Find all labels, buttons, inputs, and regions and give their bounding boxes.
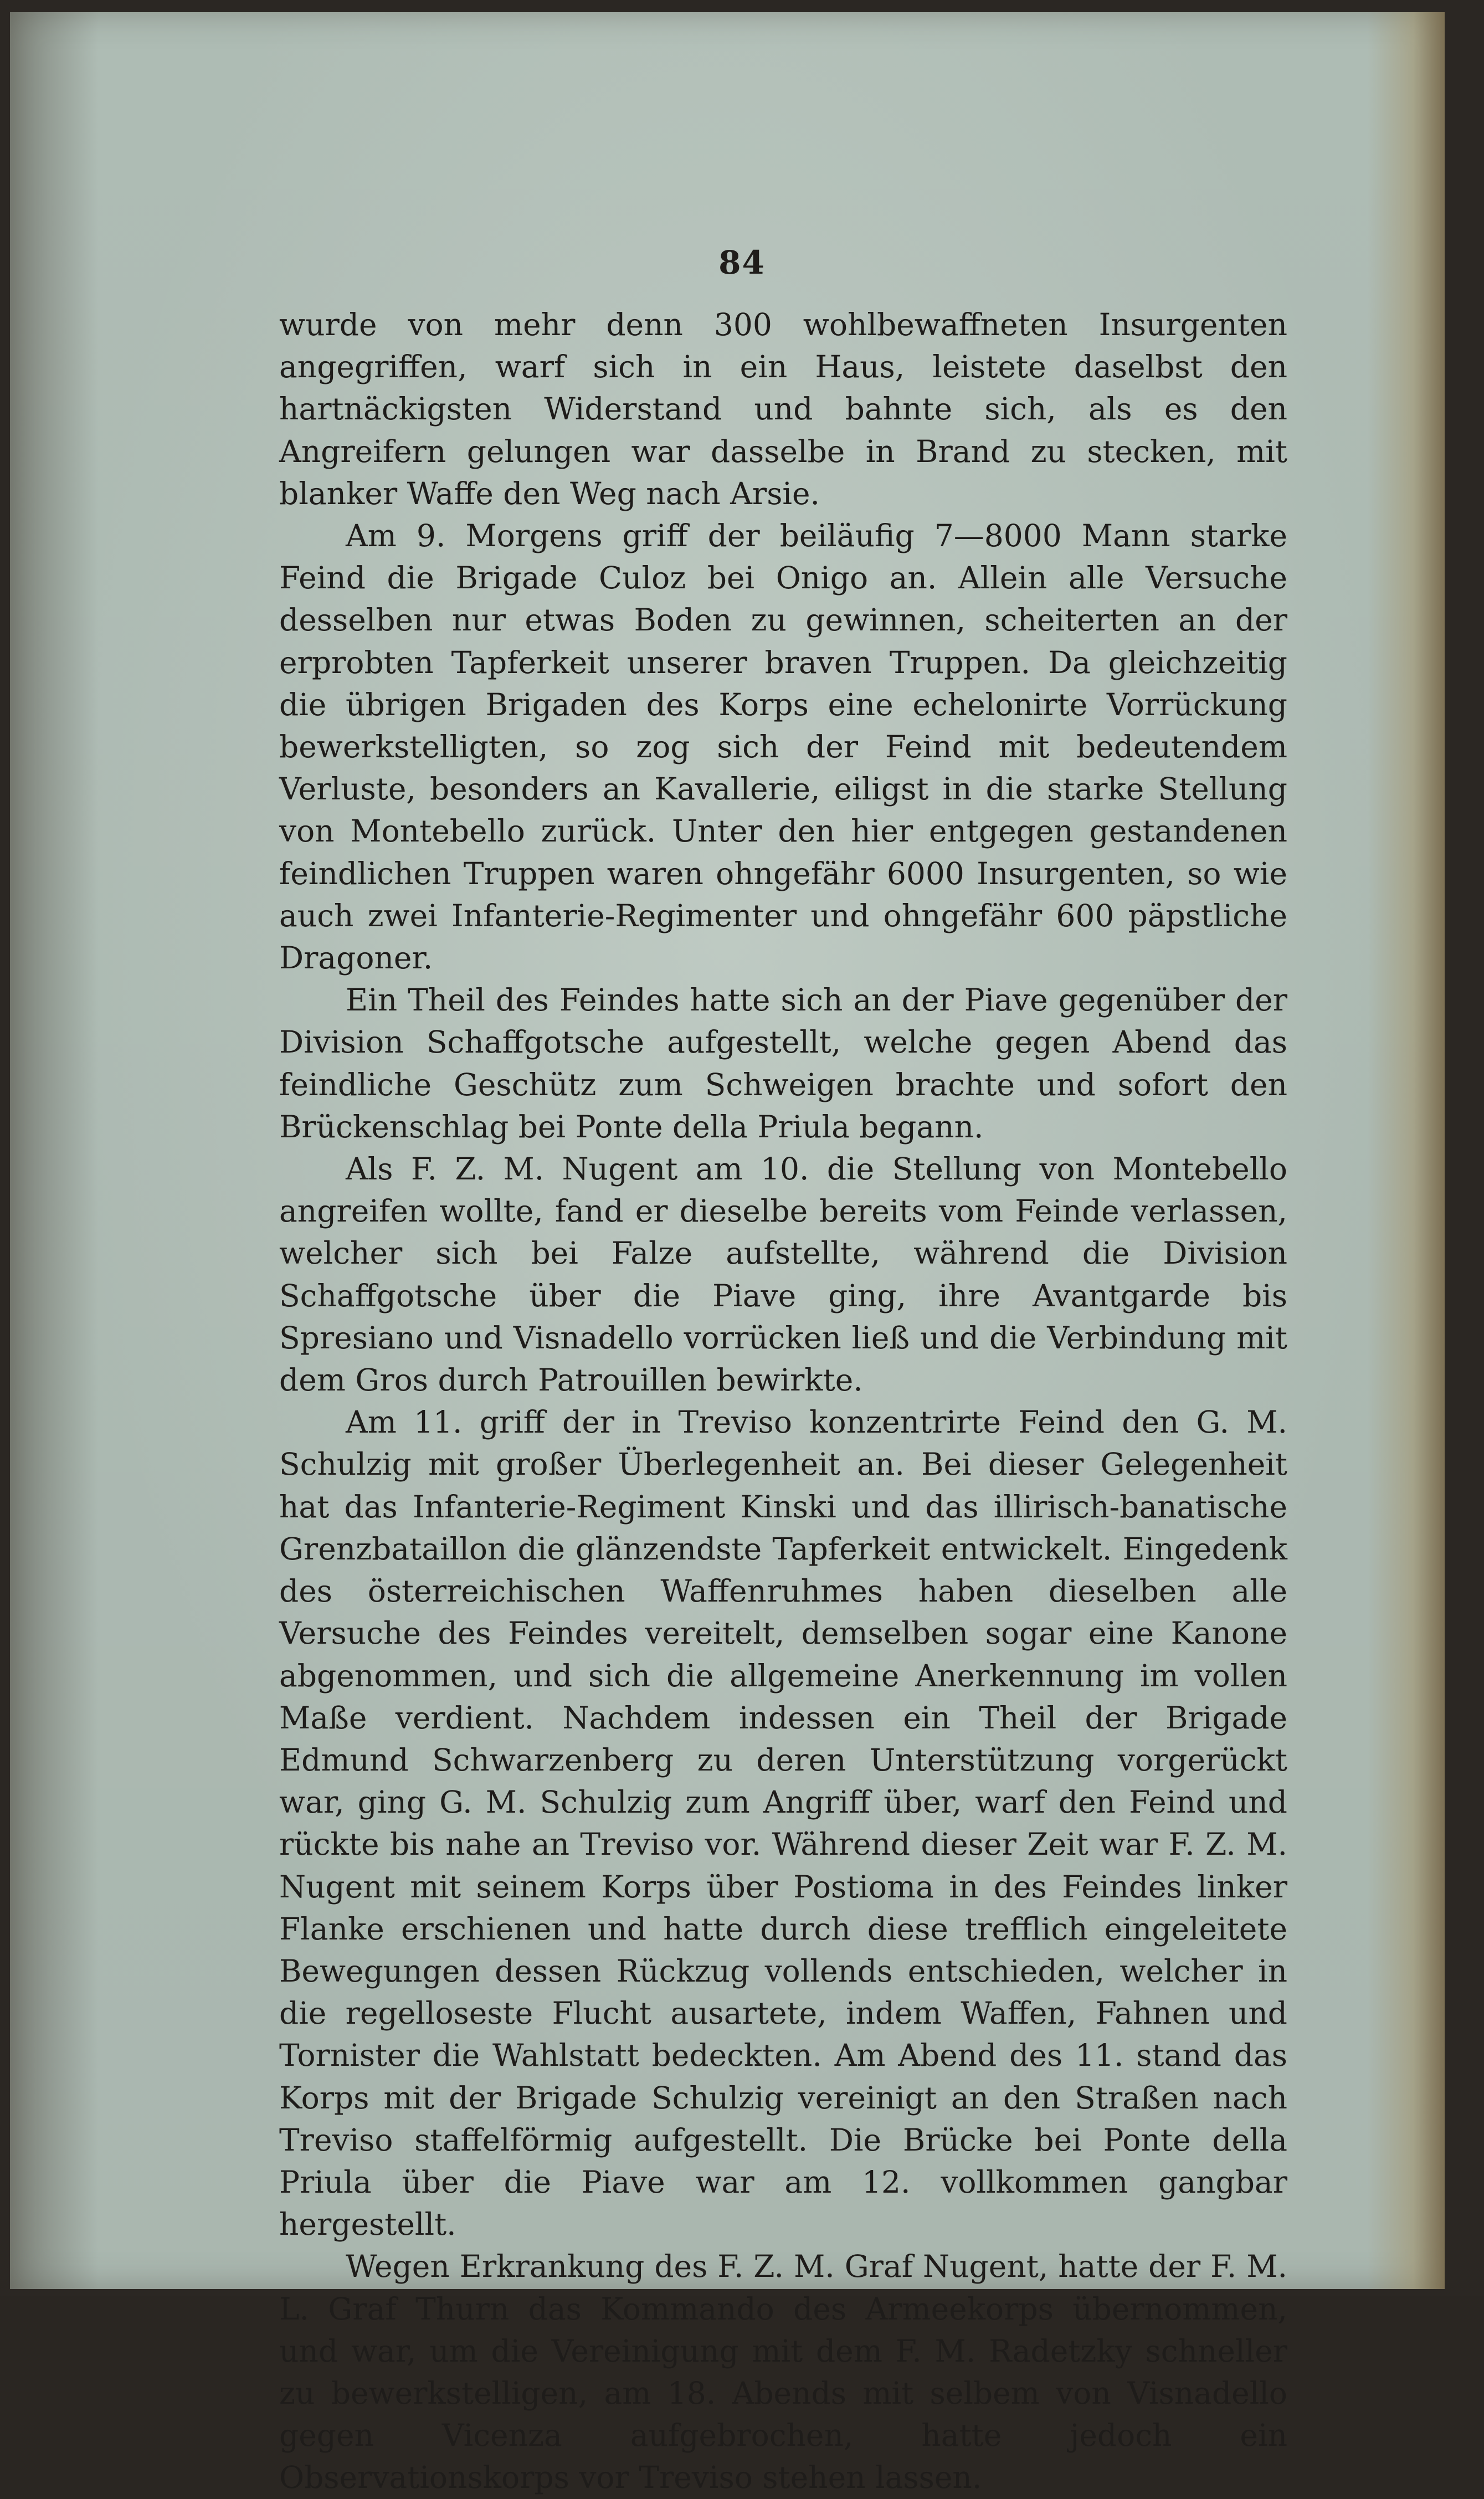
page-edge (1367, 12, 1445, 2289)
paragraph-6: Wegen Erkrankung des F. Z. M. Graf Nugent, hatte der F. M. L. Graf Thurn das Kommando des Armeekorps übernommen, und war, um die Vereinigung mit dem F. M. Radetzky schneller zu bewerkstelligen, am 18. Abends mit selbem von Visnadello gegen Vicenza aufgebrochen, hatte jedoch ein Observationskorps vor Treviso stehen lassen. (279, 2249, 1287, 2496)
paragraph-4: Als F. Z. M. Nugent am 10. die Stellung von Montebello angreifen wollte, fand er dieselbe bereits vom Feinde verlassen, welcher sich bei Falze aufstellte, während die Division Schaffgotsche über die Piave ging, ihre Avantgarde bis Spresiano und Visnadello vorrücken ließ und die Verbindung mit dem Gros durch Patrouillen bewirkte. (279, 1151, 1287, 1398)
gutter-shadow (10, 12, 99, 2289)
page-number: 84 (718, 244, 766, 281)
paragraph-1: wurde von mehr denn 300 wohlbewaffneten Insurgenten angegriffen, warf sich in ein Haus, leistete daselbst den hartnäckigsten Widerstand und bahnte sich, als es den Angreifern gelungen war dasselbe in Brand zu stecken, mit blanker Waffe den Weg nach Arsie. (279, 307, 1287, 511)
paragraph-5: Am 11. griff der in Treviso konzentrirte Feind den G. M. Schulzig mit großer Überlegenheit an. Bei dieser Gelegenheit hat das Infanterie-Regiment Kinski und das illirisch-banatische Grenzbataillon die glänzendste Tapferkeit entwickelt. Eingedenk des österreichischen Waffenruhmes haben dieselben alle Versuche des Feindes vereitelt, demselben sogar eine Kanone abgenommen, und sich die allgemeine Anerkennung im vollen Maße verdient. Nachdem indessen ein Theil der Brigade Edmund Schwarzenberg zu deren Unterstützung vorgerückt war, ging G. M. Schulzig zum Angriff über, warf den Feind und rückte bis nahe an Treviso vor. Während dieser Zeit war F. Z. M. Nugent mit seinem Korps über Postioma in des Feindes linker Flanke erschienen und hatte durch diese trefflich eingeleitete Bewegungen dessen Rückzug vollends entschieden, welcher in die regelloseste Flucht ausartete, indem Waffen, Fahnen und Tornister die Wahlstatt bedeckten. Am Abend des 11. stand das Korps mit der Brigade Schulzig vereinigt an den Straßen nach Treviso staffelförmig aufgestellt. Die Brücke bei Ponte della Priula über die Piave war am 12. vollkommen gangbar hergestellt. (279, 1404, 1287, 2243)
body-text (279, 304, 1287, 2499)
paragraph-3: Ein Theil des Feindes hatte sich an der Piave gegenüber der Division Schaffgotsche aufgestellt, welche gegen Abend das feindliche Geschütz zum Schweigen brachte und sofort den Brückenschlag bei Ponte della Priula begann. (279, 982, 1287, 1145)
paragraph-2: Am 9. Morgens griff der beiläufig 7—8000 Mann starke Feind die Brigade Culoz bei Onigo an. Allein alle Versuche desselben nur etwas Boden zu gewinnen, scheiterten an der erprobten Tapferkeit unserer braven Truppen. Da gleichzeitig die übrigen Brigaden des Korps eine echelonirte Vorrückung bewerkstelligten, so zog sich der Feind mit bedeutendem Verluste, besonders an Kavallerie, eiligst in die starke Stellung von Montebello zurück. Unter den hier entgegen gestandenen feindlichen Truppen waren ohngefähr 6000 Insurgenten, so wie auch zwei Infanterie-Regimenter und ohngefähr 600 päpstliche Dragoner. (279, 518, 1287, 976)
